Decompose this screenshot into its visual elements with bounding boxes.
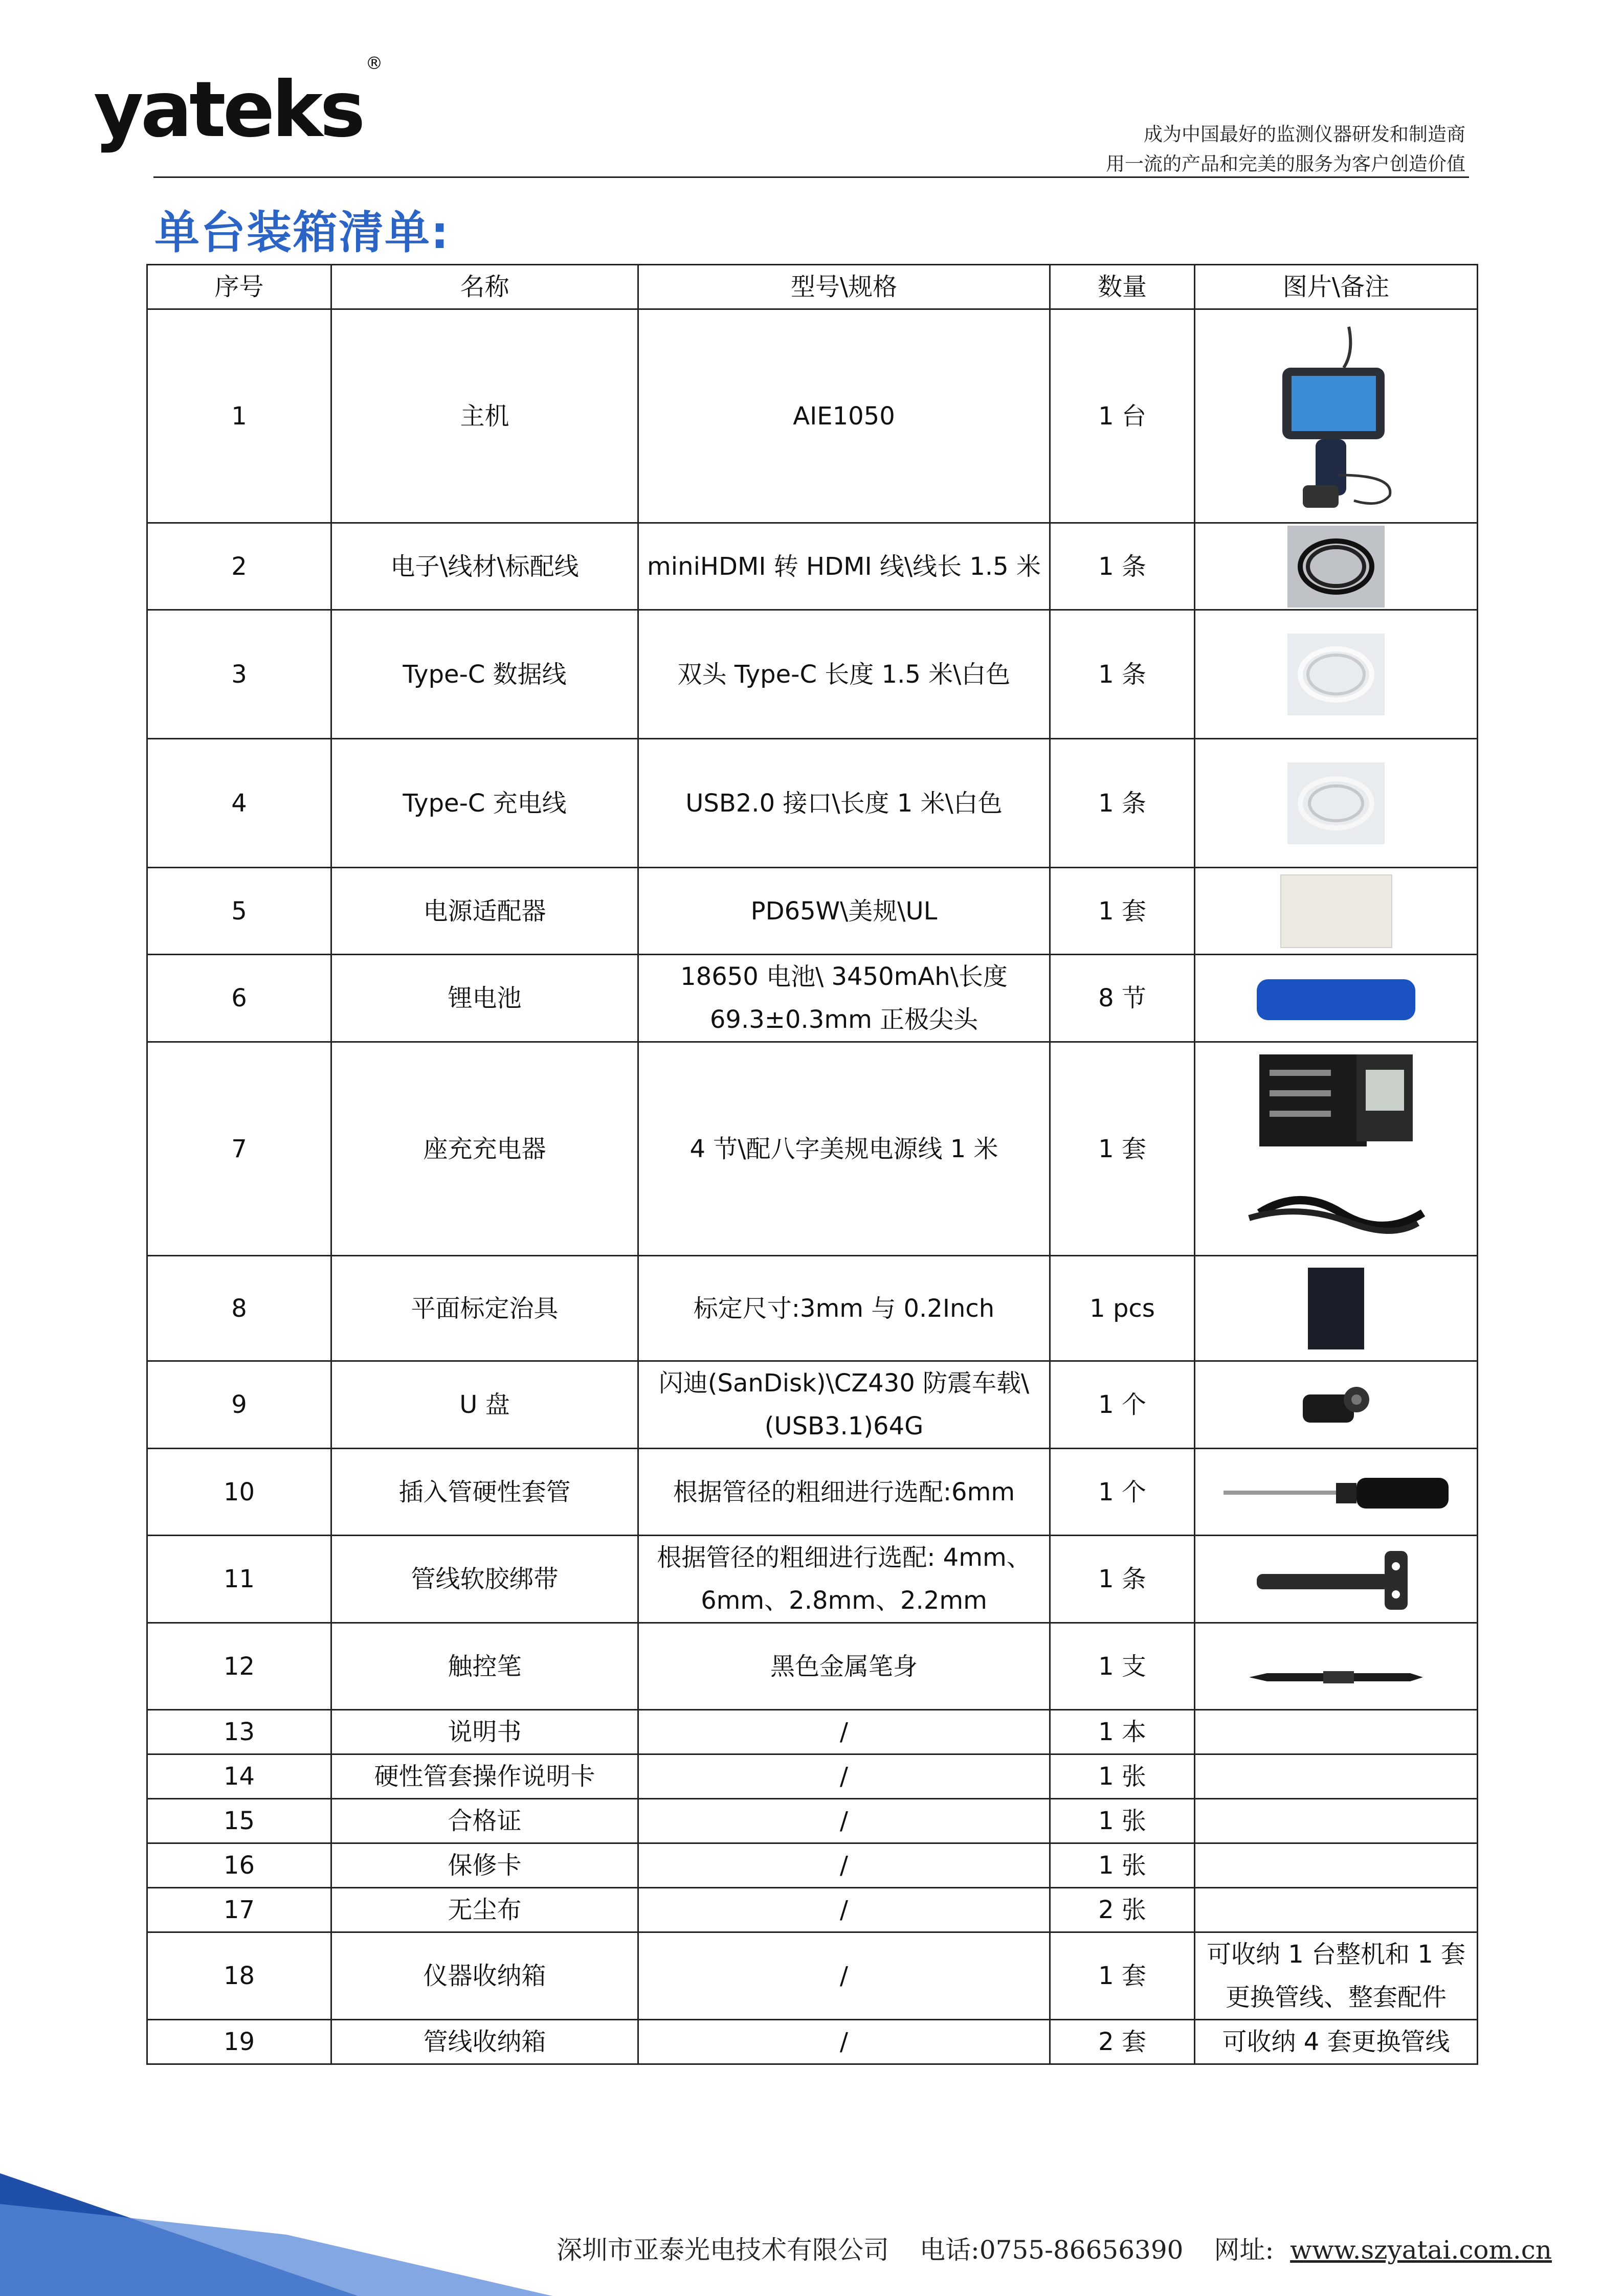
table-row [147, 1256, 1478, 1361]
cell-qty: 1 张 [1050, 1843, 1195, 1888]
header-qty: 数量 [1050, 265, 1195, 309]
cell-no: 2 [147, 523, 331, 610]
cell-name: 无尘布 [331, 1888, 638, 1932]
header-note: 图片\备注 [1195, 265, 1478, 309]
cell-qty: 1 pcs [1050, 1256, 1195, 1361]
cell-qty: 1 条 [1050, 739, 1195, 868]
header-spec: 型号\规格 [638, 265, 1050, 309]
footer-website-link[interactable]: www.szyatai.com.cn [1290, 2235, 1552, 2265]
cell-spec: / [638, 1843, 1050, 1888]
cell-no: 11 [147, 1536, 331, 1623]
header-no: 序号 [147, 265, 331, 309]
cell-name: 仪器收纳箱 [331, 1932, 638, 2020]
cell-note [1195, 1799, 1478, 1843]
cell-name: 管线收纳箱 [331, 2020, 638, 2064]
slogan-line-2: 用一流的产品和完美的服务为客户创造价值 [1106, 153, 1465, 175]
cell-no: 7 [147, 1042, 331, 1256]
cell-qty: 1 条 [1050, 523, 1195, 610]
cell-no: 6 [147, 955, 331, 1042]
cell-spec: 黑色金属笔身 [638, 1623, 1050, 1710]
cell-image [1195, 868, 1478, 955]
cell-image [1195, 523, 1478, 610]
slogan-line-1: 成为中国最好的监测仪器研发和制造商 [1144, 123, 1465, 145]
table-row [147, 868, 1478, 955]
cell-image [1195, 1623, 1478, 1710]
cell-qty: 8 节 [1050, 955, 1195, 1042]
cell-name: 合格证 [331, 1799, 638, 1843]
table-header-row [147, 265, 1478, 309]
table-row [147, 1623, 1478, 1710]
cell-qty: 1 套 [1050, 1042, 1195, 1256]
header-name: 名称 [331, 265, 638, 309]
cell-name: 座充充电器 [331, 1042, 638, 1256]
cell-no: 12 [147, 1623, 331, 1710]
cell-qty: 1 本 [1050, 1710, 1195, 1754]
footer-decoration [0, 2173, 563, 2296]
table-row [147, 309, 1478, 523]
cell-no: 15 [147, 1799, 331, 1843]
cell-name: 管线软胶绑带 [331, 1536, 638, 1623]
cell-no: 9 [147, 1361, 331, 1449]
cell-qty: 1 条 [1050, 610, 1195, 739]
cell-spec: / [638, 1710, 1050, 1754]
cell-image [1195, 1449, 1478, 1536]
cell-qty: 1 个 [1050, 1449, 1195, 1536]
cell-image [1195, 1361, 1478, 1449]
cell-image [1195, 309, 1478, 523]
cell-spec: 根据管径的粗细进行选配: 4mm、6mm、2.8mm、2.2mm [638, 1536, 1050, 1623]
cell-spec: / [638, 1754, 1050, 1799]
cell-name: 锂电池 [331, 955, 638, 1042]
cell-image [1195, 1256, 1478, 1361]
usb-cable-icon [1287, 762, 1385, 844]
cell-spec: miniHDMI 转 HDMI 线\线长 1.5 米 [638, 523, 1050, 610]
stylus-icon [1247, 1658, 1426, 1678]
usb-drive-icon [1298, 1374, 1374, 1435]
cell-note [1195, 1843, 1478, 1888]
cell-qty: 1 套 [1050, 1932, 1195, 2020]
table-row [147, 955, 1478, 1042]
cell-spec: 根据管径的粗细进行选配:6mm [638, 1449, 1050, 1536]
table-row [147, 1361, 1478, 1449]
cell-name: 保修卡 [331, 1843, 638, 1888]
page-title: 单台装箱清单: [154, 206, 450, 259]
table-row [147, 610, 1478, 739]
table-row [147, 1754, 1478, 1799]
table-row [147, 1449, 1478, 1536]
footer-phone: 0755-86656390 [979, 2235, 1184, 2265]
charger-icon [1239, 1049, 1433, 1249]
cell-no: 3 [147, 610, 331, 739]
cell-image [1195, 739, 1478, 868]
rigid-sleeve-icon [1221, 1473, 1451, 1514]
table-row [147, 739, 1478, 868]
power-adapter-icon [1280, 874, 1392, 948]
table-row [147, 1536, 1478, 1623]
calibration-card-icon [1308, 1268, 1364, 1349]
header-divider [153, 176, 1469, 178]
table-row [147, 1888, 1478, 1932]
cell-no: 1 [147, 309, 331, 523]
cell-no: 14 [147, 1754, 331, 1799]
cell-name: 电子\线材\标配线 [331, 523, 638, 610]
cell-note: 可收纳 4 套更换管线 [1195, 2020, 1478, 2064]
cell-no: 18 [147, 1932, 331, 2020]
cell-no: 19 [147, 2020, 331, 2064]
cell-spec: 双头 Type-C 长度 1.5 米\白色 [638, 610, 1050, 739]
cell-spec: 4 节\配八字美规电源线 1 米 [638, 1042, 1050, 1256]
cell-name: U 盘 [331, 1361, 638, 1449]
cell-image [1195, 955, 1478, 1042]
cell-qty: 2 张 [1050, 1888, 1195, 1932]
table-row [147, 2020, 1478, 2064]
cell-note [1195, 1888, 1478, 1932]
cell-qty: 2 套 [1050, 2020, 1195, 2064]
footer-contact [557, 2230, 1552, 2266]
cell-name: 平面标定治具 [331, 1256, 638, 1361]
brand-logo: yateks® [94, 53, 383, 154]
table-row [147, 1042, 1478, 1256]
cell-spec: USB2.0 接口\长度 1 米\白色 [638, 739, 1050, 868]
cell-no: 17 [147, 1888, 331, 1932]
cell-no: 8 [147, 1256, 331, 1361]
cell-name: 主机 [331, 309, 638, 523]
cell-note [1195, 1754, 1478, 1799]
footer-website-label: 网址: [1214, 2235, 1274, 2265]
cell-qty: 1 条 [1050, 1536, 1195, 1623]
cell-no: 4 [147, 739, 331, 868]
table-row [147, 1710, 1478, 1754]
cell-qty: 1 张 [1050, 1799, 1195, 1843]
cell-no: 10 [147, 1449, 331, 1536]
cell-no: 13 [147, 1710, 331, 1754]
device-host-icon [1272, 322, 1400, 511]
cell-no: 16 [147, 1843, 331, 1888]
battery-icon [1257, 979, 1415, 1020]
cell-name: Type-C 充电线 [331, 739, 638, 868]
cell-spec: / [638, 1888, 1050, 1932]
cell-qty: 1 个 [1050, 1361, 1195, 1449]
rubber-strap-icon [1252, 1546, 1420, 1612]
cell-spec: PD65W\美规\UL [638, 868, 1050, 955]
packing-list-table [146, 264, 1478, 2065]
cell-spec: / [638, 1932, 1050, 2020]
cell-name: Type-C 数据线 [331, 610, 638, 739]
cell-note: 可收纳 1 台整机和 1 套更换管线、整套配件 [1195, 1932, 1478, 2020]
footer-phone-label: 电话: [920, 2235, 980, 2265]
cell-name: 硬性管套操作说明卡 [331, 1754, 638, 1799]
cell-image [1195, 610, 1478, 739]
table-row [147, 523, 1478, 610]
cell-spec: 18650 电池\ 3450mAh\长度 69.3±0.3mm 正极尖头 [638, 955, 1050, 1042]
cell-no: 5 [147, 868, 331, 955]
cell-spec: / [638, 1799, 1050, 1843]
cell-spec: 标定尺寸:3mm 与 0.2Inch [638, 1256, 1050, 1361]
cell-spec: / [638, 2020, 1050, 2064]
hdmi-cable-icon [1287, 526, 1385, 607]
cell-name: 触控笔 [331, 1623, 638, 1710]
cell-note [1195, 1710, 1478, 1754]
cell-image [1195, 1042, 1478, 1256]
cell-spec: 闪迪(SanDisk)\CZ430 防震车载\(USB3.1)64G [638, 1361, 1050, 1449]
cell-qty: 1 套 [1050, 868, 1195, 955]
cell-name: 电源适配器 [331, 868, 638, 955]
typec-cable-icon [1287, 634, 1385, 715]
table-row [147, 1843, 1478, 1888]
footer-company: 深圳市亚泰光电技术有限公司 [557, 2235, 889, 2265]
cell-qty: 1 台 [1050, 309, 1195, 523]
cell-image [1195, 1536, 1478, 1623]
table-row [147, 1932, 1478, 2020]
table-row [147, 1799, 1478, 1843]
cell-qty: 1 张 [1050, 1754, 1195, 1799]
cell-name: 说明书 [331, 1710, 638, 1754]
cell-spec: AIE1050 [638, 309, 1050, 523]
cell-qty: 1 支 [1050, 1623, 1195, 1710]
cell-name: 插入管硬性套管 [331, 1449, 638, 1536]
